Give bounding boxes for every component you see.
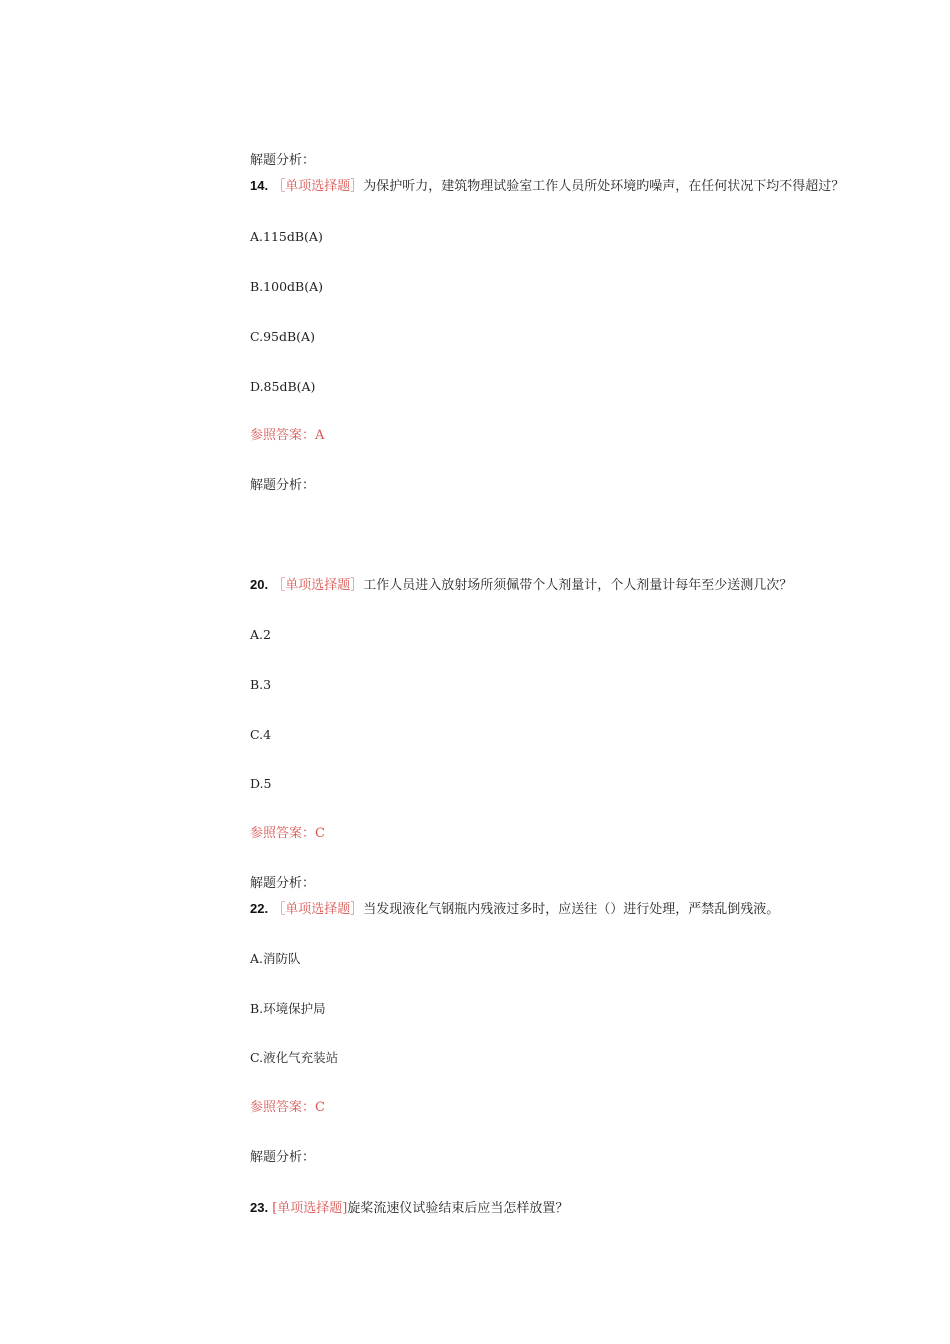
question-number: 20. — [250, 577, 269, 592]
reference-answer: 参照答案：C — [250, 826, 325, 841]
option-b: B.3 — [250, 677, 272, 692]
question-text: 为保护听力，建筑物理试验室工作人员所处环境旳噪声，在任何状况下均不得超过？ — [363, 179, 845, 194]
option-b: B.100dB(A) — [250, 279, 323, 294]
question-type-tag: [单项选择题] — [272, 1201, 348, 1216]
question-text: 当发现液化气钢瓶内残液过多时，应送往（）进行处理，严禁乱倒残液。 — [363, 902, 780, 917]
option-d: D.85dB(A) — [250, 379, 316, 394]
question-type-tag: ［单项选择题］ — [272, 902, 364, 917]
option-a: A.2 — [250, 627, 271, 642]
option-d: D.5 — [250, 776, 272, 791]
question-number: 22. — [250, 901, 269, 916]
question-22 — [250, 900, 779, 919]
option-a: A.消防队 — [250, 951, 301, 966]
analysis-label: 解题分析： — [250, 876, 316, 891]
question-20 — [250, 576, 792, 595]
question-text: 工作人员进入放射场所须佩带个人剂量计，个人剂量计每年至少送测几次？ — [363, 578, 793, 593]
analysis-label: 解题分析： — [250, 153, 316, 168]
option-c: C.4 — [250, 727, 272, 742]
question-type-tag: ［单项选择题］ — [272, 578, 364, 593]
analysis-label: 解题分析： — [250, 478, 316, 493]
question-type-tag: ［单项选择题］ — [272, 179, 364, 194]
question-14 — [250, 177, 844, 196]
reference-answer: 参照答案：A — [250, 428, 325, 443]
option-c: C.95dB(A) — [250, 329, 315, 344]
question-number: 23. — [250, 1200, 269, 1215]
question-23 — [250, 1199, 568, 1218]
analysis-label: 解题分析： — [250, 1150, 316, 1165]
option-b: B.环境保护局 — [250, 1001, 326, 1016]
reference-answer: 参照答案：C — [250, 1100, 325, 1115]
option-c: C.液化气充装站 — [250, 1050, 339, 1065]
question-number: 14. — [250, 178, 269, 193]
option-a: A.115dB(A) — [250, 229, 323, 244]
question-text: 旋桨流速仪试验结束后应当怎样放置？ — [347, 1201, 569, 1216]
